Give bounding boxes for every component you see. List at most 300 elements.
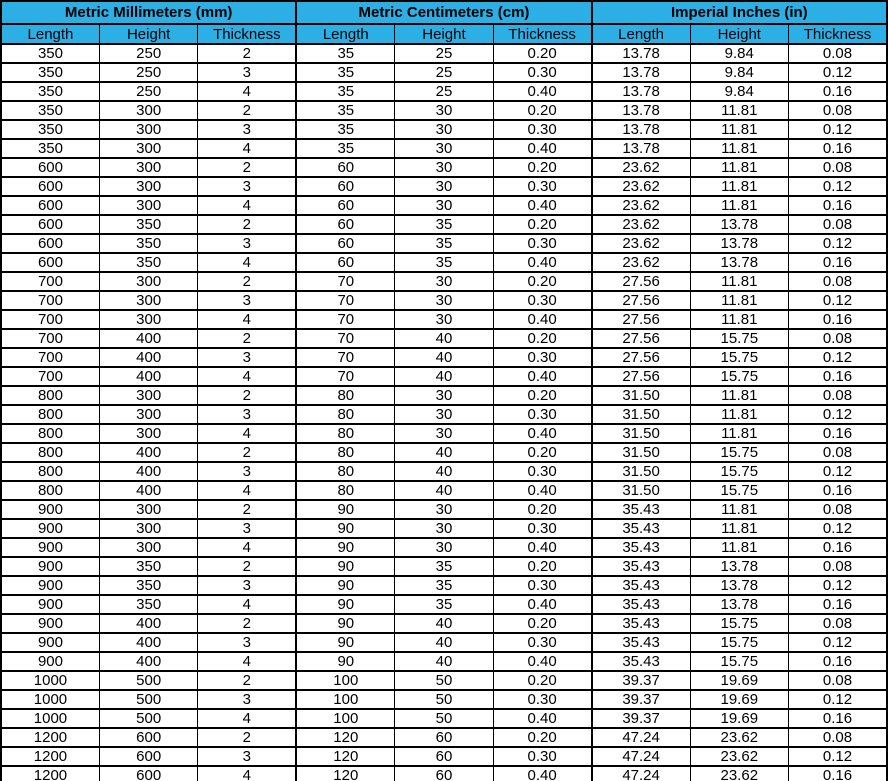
cell: 0.20 <box>493 443 591 462</box>
cell: 9.84 <box>690 82 788 101</box>
cell: 2 <box>198 158 296 177</box>
cell: 60 <box>395 766 493 781</box>
cell: 40 <box>395 633 493 652</box>
cell: 0.20 <box>493 614 591 633</box>
cell: 900 <box>1 557 99 576</box>
cell: 35 <box>395 557 493 576</box>
table-row <box>1 367 887 386</box>
cell: 900 <box>1 576 99 595</box>
cell: 0.30 <box>493 405 591 424</box>
cell: 0.12 <box>789 405 888 424</box>
table-row <box>1 519 887 538</box>
cell: 0.30 <box>493 519 591 538</box>
cell: 0.20 <box>493 728 591 747</box>
cell: 2 <box>198 329 296 348</box>
column-header-mm-length: Length <box>1 24 99 44</box>
cell: 47.24 <box>592 747 690 766</box>
table-row <box>1 291 887 310</box>
cell: 0.12 <box>789 633 888 652</box>
table-row <box>1 215 887 234</box>
cell: 35.43 <box>592 576 690 595</box>
table-row <box>1 272 887 291</box>
table-row <box>1 595 887 614</box>
cell: 39.37 <box>592 709 690 728</box>
cell: 23.62 <box>592 177 690 196</box>
cell: 0.08 <box>789 101 888 120</box>
cell: 350 <box>99 576 197 595</box>
cell: 120 <box>296 728 394 747</box>
cell: 700 <box>1 329 99 348</box>
cell: 23.62 <box>592 234 690 253</box>
cell: 0.20 <box>493 386 591 405</box>
table-row <box>1 766 887 781</box>
cell: 40 <box>395 443 493 462</box>
cell: 350 <box>1 101 99 120</box>
cell: 400 <box>99 443 197 462</box>
cell: 800 <box>1 386 99 405</box>
cell: 30 <box>395 272 493 291</box>
column-header-cm-length: Length <box>296 24 394 44</box>
cell: 4 <box>198 481 296 500</box>
cell: 23.62 <box>592 158 690 177</box>
cell: 23.62 <box>690 747 788 766</box>
cell: 250 <box>99 63 197 82</box>
cell: 0.20 <box>493 101 591 120</box>
cell: 350 <box>99 215 197 234</box>
cell: 400 <box>99 348 197 367</box>
cell: 30 <box>395 291 493 310</box>
cell: 300 <box>99 272 197 291</box>
column-header-row <box>1 24 887 44</box>
cell: 0.16 <box>789 595 888 614</box>
cell: 0.12 <box>789 747 888 766</box>
cell: 700 <box>1 291 99 310</box>
cell: 0.08 <box>789 443 888 462</box>
cell: 300 <box>99 386 197 405</box>
table-row <box>1 196 887 215</box>
cell: 31.50 <box>592 443 690 462</box>
cell: 1000 <box>1 671 99 690</box>
cell: 0.16 <box>789 652 888 671</box>
cell: 3 <box>198 519 296 538</box>
cell: 31.50 <box>592 424 690 443</box>
cell: 0.20 <box>493 329 591 348</box>
cell: 600 <box>1 177 99 196</box>
cell: 0.20 <box>493 44 591 63</box>
cell: 13.78 <box>690 215 788 234</box>
cell: 0.30 <box>493 177 591 196</box>
cell: 0.40 <box>493 253 591 272</box>
cell: 0.08 <box>789 614 888 633</box>
cell: 27.56 <box>592 329 690 348</box>
cell: 300 <box>99 101 197 120</box>
cell: 3 <box>198 291 296 310</box>
cell: 0.08 <box>789 44 888 63</box>
cell: 15.75 <box>690 633 788 652</box>
cell: 0.16 <box>789 709 888 728</box>
cell: 250 <box>99 82 197 101</box>
cell: 13.78 <box>592 63 690 82</box>
cell: 0.40 <box>493 424 591 443</box>
cell: 2 <box>198 557 296 576</box>
cell: 27.56 <box>592 291 690 310</box>
cell: 30 <box>395 177 493 196</box>
cell: 0.16 <box>789 310 888 329</box>
cell: 40 <box>395 614 493 633</box>
cell: 900 <box>1 652 99 671</box>
group-header-in: Imperial Inches (in) <box>592 1 887 24</box>
cell: 35 <box>395 215 493 234</box>
cell: 9.84 <box>690 63 788 82</box>
cell: 90 <box>296 595 394 614</box>
cell: 0.30 <box>493 462 591 481</box>
cell: 300 <box>99 519 197 538</box>
cell: 19.69 <box>690 709 788 728</box>
cell: 3 <box>198 177 296 196</box>
cell: 0.12 <box>789 690 888 709</box>
table-row <box>1 538 887 557</box>
table-header <box>1 1 887 44</box>
cell: 13.78 <box>592 120 690 139</box>
cell: 300 <box>99 120 197 139</box>
cell: 0.30 <box>493 120 591 139</box>
cell: 90 <box>296 576 394 595</box>
cell: 11.81 <box>690 158 788 177</box>
cell: 30 <box>395 310 493 329</box>
cell: 60 <box>296 177 394 196</box>
cell: 800 <box>1 443 99 462</box>
cell: 13.78 <box>690 557 788 576</box>
cell: 0.12 <box>789 348 888 367</box>
cell: 0.40 <box>493 367 591 386</box>
cell: 900 <box>1 614 99 633</box>
table-row <box>1 614 887 633</box>
cell: 0.12 <box>789 462 888 481</box>
cell: 2 <box>198 443 296 462</box>
table-row <box>1 633 887 652</box>
cell: 4 <box>198 538 296 557</box>
cell: 4 <box>198 367 296 386</box>
table-row <box>1 329 887 348</box>
cell: 11.81 <box>690 196 788 215</box>
cell: 350 <box>1 44 99 63</box>
cell: 600 <box>1 158 99 177</box>
cell: 600 <box>99 728 197 747</box>
group-header-cm: Metric Centimeters (cm) <box>296 1 591 24</box>
cell: 400 <box>99 367 197 386</box>
cell: 0.30 <box>493 576 591 595</box>
cell: 60 <box>296 234 394 253</box>
column-header-mm-thickness: Thickness <box>198 24 296 44</box>
table-row <box>1 82 887 101</box>
table-row <box>1 158 887 177</box>
cell: 300 <box>99 196 197 215</box>
cell: 120 <box>296 747 394 766</box>
cell: 250 <box>99 44 197 63</box>
cell: 3 <box>198 462 296 481</box>
cell: 31.50 <box>592 481 690 500</box>
cell: 35 <box>296 139 394 158</box>
cell: 0.40 <box>493 481 591 500</box>
cell: 60 <box>296 253 394 272</box>
cell: 500 <box>99 671 197 690</box>
cell: 900 <box>1 595 99 614</box>
cell: 39.37 <box>592 671 690 690</box>
cell: 600 <box>99 766 197 781</box>
cell: 11.81 <box>690 538 788 557</box>
cell: 70 <box>296 310 394 329</box>
cell: 35.43 <box>592 557 690 576</box>
cell: 60 <box>395 728 493 747</box>
cell: 35.43 <box>592 614 690 633</box>
cell: 350 <box>99 595 197 614</box>
cell: 25 <box>395 63 493 82</box>
cell: 90 <box>296 538 394 557</box>
cell: 90 <box>296 652 394 671</box>
cell: 2 <box>198 101 296 120</box>
cell: 1000 <box>1 709 99 728</box>
cell: 13.78 <box>592 139 690 158</box>
cell: 30 <box>395 158 493 177</box>
cell: 900 <box>1 538 99 557</box>
cell: 11.81 <box>690 386 788 405</box>
cell: 11.81 <box>690 177 788 196</box>
cell: 60 <box>296 196 394 215</box>
cell: 300 <box>99 177 197 196</box>
cell: 9.84 <box>690 44 788 63</box>
cell: 40 <box>395 367 493 386</box>
cell: 3 <box>198 63 296 82</box>
cell: 35 <box>395 253 493 272</box>
group-header-row <box>1 1 887 24</box>
cell: 40 <box>395 481 493 500</box>
cell: 3 <box>198 690 296 709</box>
cell: 11.81 <box>690 519 788 538</box>
cell: 0.16 <box>789 538 888 557</box>
cell: 70 <box>296 291 394 310</box>
cell: 80 <box>296 443 394 462</box>
cell: 0.40 <box>493 595 591 614</box>
cell: 13.78 <box>690 253 788 272</box>
cell: 35.43 <box>592 652 690 671</box>
cell: 4 <box>198 424 296 443</box>
cell: 25 <box>395 44 493 63</box>
cell: 4 <box>198 652 296 671</box>
cell: 80 <box>296 405 394 424</box>
cell: 0.16 <box>789 766 888 781</box>
table-row <box>1 500 887 519</box>
table-row <box>1 139 887 158</box>
table-row <box>1 120 887 139</box>
cell: 27.56 <box>592 272 690 291</box>
column-header-in-thickness: Thickness <box>789 24 888 44</box>
cell: 0.08 <box>789 329 888 348</box>
table-row <box>1 101 887 120</box>
cell: 35.43 <box>592 519 690 538</box>
cell: 0.08 <box>789 386 888 405</box>
cell: 4 <box>198 709 296 728</box>
cell: 4 <box>198 196 296 215</box>
cell: 0.12 <box>789 63 888 82</box>
cell: 39.37 <box>592 690 690 709</box>
cell: 3 <box>198 348 296 367</box>
column-header-cm-height: Height <box>395 24 493 44</box>
cell: 35.43 <box>592 595 690 614</box>
cell: 15.75 <box>690 462 788 481</box>
cell: 70 <box>296 272 394 291</box>
cell: 4 <box>198 595 296 614</box>
cell: 0.30 <box>493 633 591 652</box>
cell: 30 <box>395 101 493 120</box>
cell: 350 <box>1 139 99 158</box>
cell: 1200 <box>1 766 99 781</box>
cell: 4 <box>198 253 296 272</box>
cell: 90 <box>296 633 394 652</box>
cell: 11.81 <box>690 500 788 519</box>
cell: 0.40 <box>493 82 591 101</box>
table-row <box>1 386 887 405</box>
cell: 100 <box>296 690 394 709</box>
cell: 350 <box>99 557 197 576</box>
cell: 27.56 <box>592 310 690 329</box>
cell: 400 <box>99 329 197 348</box>
cell: 400 <box>99 481 197 500</box>
column-header-in-length: Length <box>592 24 690 44</box>
cell: 11.81 <box>690 405 788 424</box>
cell: 300 <box>99 424 197 443</box>
cell: 400 <box>99 614 197 633</box>
cell: 2 <box>198 671 296 690</box>
cell: 800 <box>1 462 99 481</box>
cell: 0.30 <box>493 63 591 82</box>
cell: 40 <box>395 348 493 367</box>
cell: 15.75 <box>690 367 788 386</box>
cell: 13.78 <box>690 576 788 595</box>
cell: 400 <box>99 633 197 652</box>
cell: 19.69 <box>690 690 788 709</box>
cell: 80 <box>296 462 394 481</box>
cell: 27.56 <box>592 367 690 386</box>
cell: 0.40 <box>493 709 591 728</box>
cell: 47.24 <box>592 728 690 747</box>
cell: 15.75 <box>690 443 788 462</box>
cell: 0.16 <box>789 196 888 215</box>
cell: 35 <box>296 101 394 120</box>
cell: 15.75 <box>690 614 788 633</box>
table-row <box>1 462 887 481</box>
cell: 0.40 <box>493 652 591 671</box>
cell: 15.75 <box>690 348 788 367</box>
cell: 1000 <box>1 690 99 709</box>
table-row <box>1 728 887 747</box>
cell: 30 <box>395 120 493 139</box>
cell: 3 <box>198 747 296 766</box>
cell: 23.62 <box>690 728 788 747</box>
cell: 2 <box>198 215 296 234</box>
cell: 35 <box>296 44 394 63</box>
table-row <box>1 405 887 424</box>
cell: 60 <box>395 747 493 766</box>
cell: 23.62 <box>592 253 690 272</box>
cell: 47.24 <box>592 766 690 781</box>
cell: 0.12 <box>789 177 888 196</box>
cell: 0.08 <box>789 158 888 177</box>
table-row <box>1 671 887 690</box>
cell: 40 <box>395 329 493 348</box>
cell: 900 <box>1 500 99 519</box>
cell: 0.20 <box>493 272 591 291</box>
cell: 23.62 <box>592 196 690 215</box>
cell: 35 <box>296 63 394 82</box>
cell: 35 <box>395 595 493 614</box>
cell: 30 <box>395 500 493 519</box>
table-row <box>1 747 887 766</box>
cell: 300 <box>99 291 197 310</box>
cell: 600 <box>99 747 197 766</box>
cell: 90 <box>296 614 394 633</box>
cell: 500 <box>99 690 197 709</box>
cell: 300 <box>99 158 197 177</box>
table-row <box>1 652 887 671</box>
cell: 800 <box>1 481 99 500</box>
cell: 90 <box>296 519 394 538</box>
cell: 500 <box>99 709 197 728</box>
cell: 31.50 <box>592 462 690 481</box>
cell: 35 <box>296 120 394 139</box>
cell: 300 <box>99 500 197 519</box>
cell: 80 <box>296 481 394 500</box>
cell: 900 <box>1 519 99 538</box>
cell: 30 <box>395 405 493 424</box>
table-row <box>1 177 887 196</box>
cell: 0.20 <box>493 671 591 690</box>
cell: 700 <box>1 348 99 367</box>
cell: 350 <box>1 63 99 82</box>
cell: 400 <box>99 652 197 671</box>
cell: 35 <box>395 576 493 595</box>
cell: 0.08 <box>789 728 888 747</box>
table-body <box>1 44 887 781</box>
cell: 300 <box>99 538 197 557</box>
cell: 400 <box>99 462 197 481</box>
cell: 70 <box>296 329 394 348</box>
cell: 30 <box>395 196 493 215</box>
cell: 0.08 <box>789 272 888 291</box>
cell: 23.62 <box>592 215 690 234</box>
cell: 80 <box>296 424 394 443</box>
cell: 0.08 <box>789 671 888 690</box>
cell: 0.40 <box>493 310 591 329</box>
cell: 15.75 <box>690 652 788 671</box>
cell: 350 <box>99 234 197 253</box>
cell: 4 <box>198 766 296 781</box>
cell: 0.40 <box>493 766 591 781</box>
cell: 3 <box>198 633 296 652</box>
cell: 0.12 <box>789 519 888 538</box>
cell: 35.43 <box>592 633 690 652</box>
table-row <box>1 557 887 576</box>
cell: 15.75 <box>690 329 788 348</box>
cell: 31.50 <box>592 386 690 405</box>
cell: 50 <box>395 671 493 690</box>
cell: 0.30 <box>493 747 591 766</box>
cell: 60 <box>296 158 394 177</box>
cell: 700 <box>1 310 99 329</box>
cell: 19.69 <box>690 671 788 690</box>
table-row <box>1 481 887 500</box>
cell: 0.08 <box>789 500 888 519</box>
cell: 0.20 <box>493 500 591 519</box>
